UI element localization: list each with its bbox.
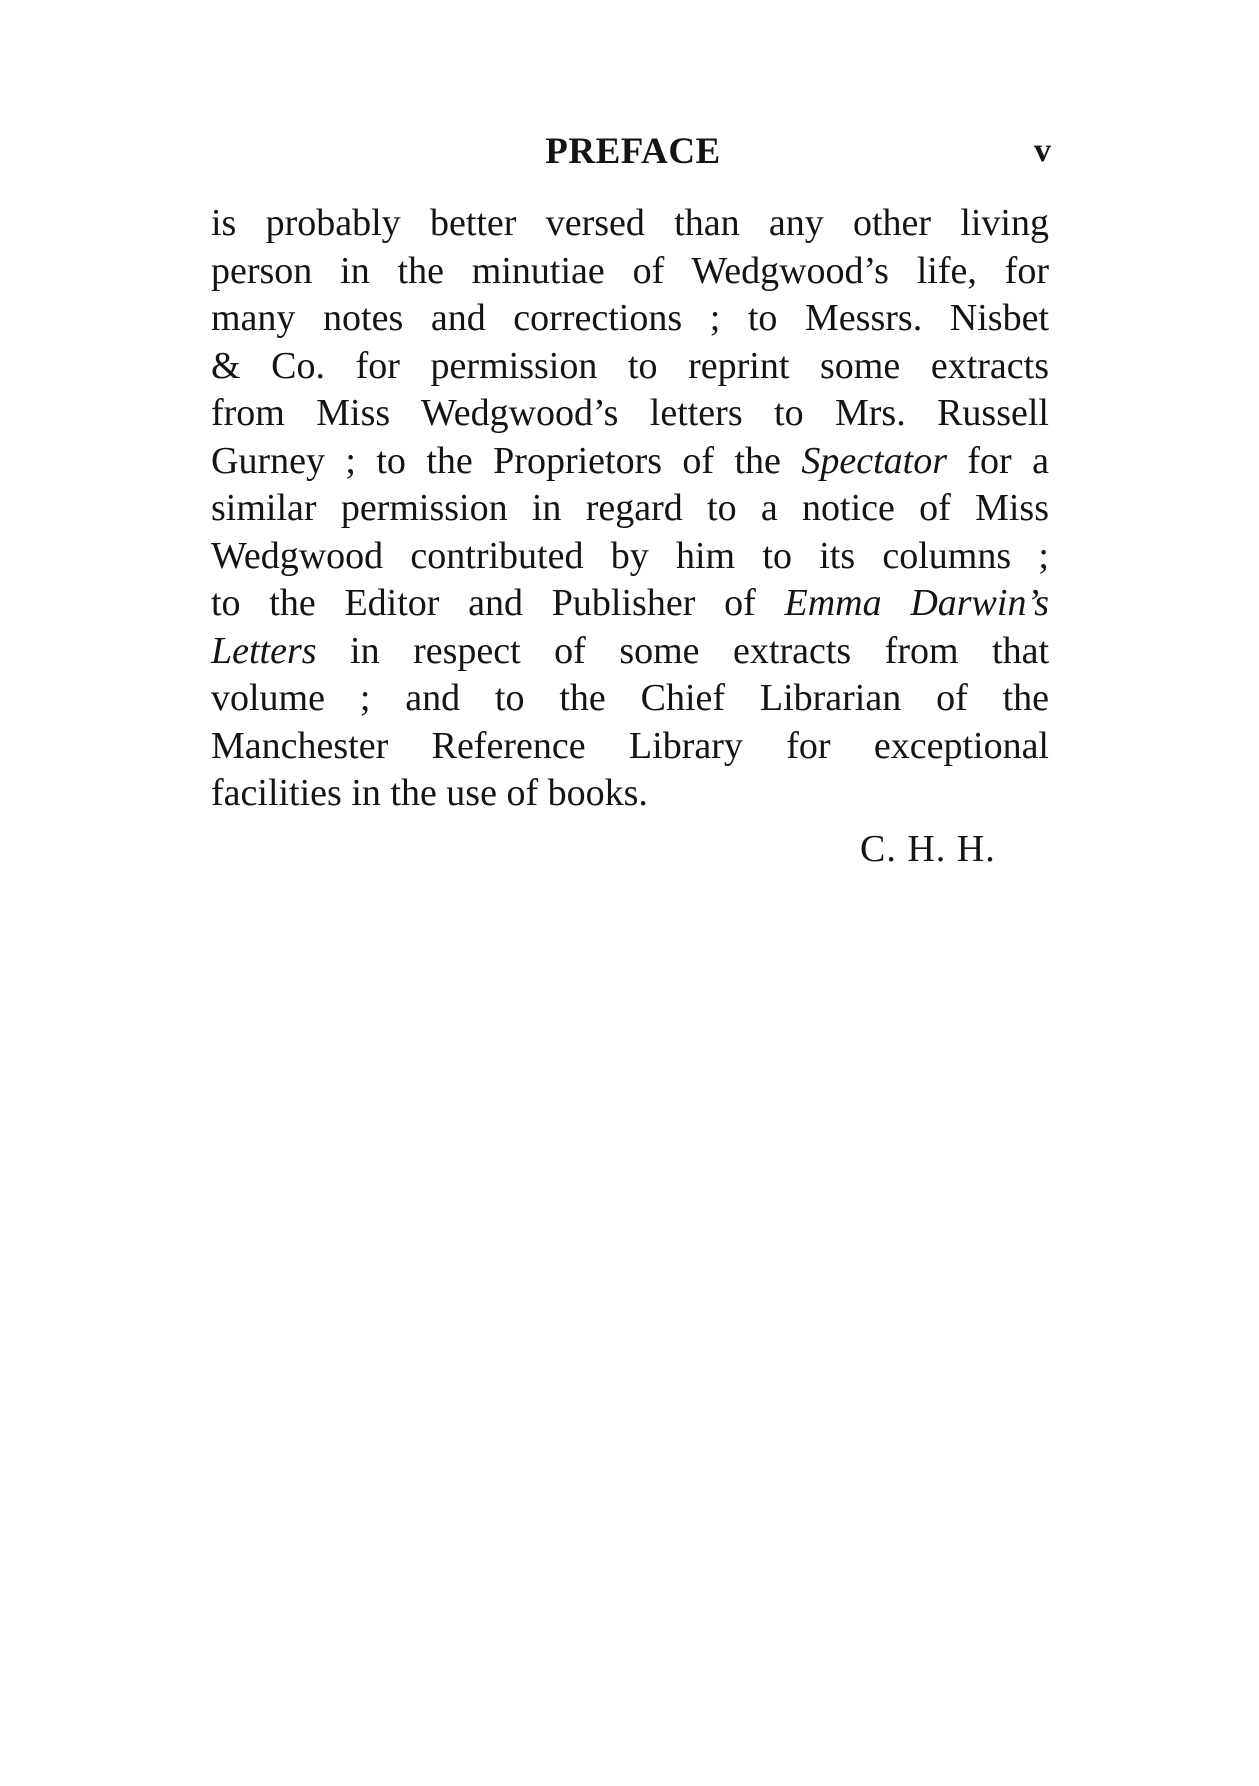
text-line: from Miss Wedgwood’s letters to Mrs. Russell: [211, 392, 1049, 434]
italic-title-letters: Letters: [211, 629, 317, 672]
text-line: Wedgwood contributed by him to its columns ;: [211, 534, 1049, 577]
italic-title-emma-darwins: Emma Darwin’s: [784, 582, 1049, 624]
text-line: [211, 580, 1049, 628]
text-line: similar permission in regard to a notice of Miss: [211, 487, 1049, 529]
preface-paragraph: [211, 200, 1049, 818]
text-run: in respect of some extracts from that: [316, 629, 1049, 672]
running-head: PREFACE: [545, 131, 721, 172]
signature-initials: C. H. H.: [860, 828, 996, 870]
text-line: [211, 438, 1049, 486]
text-line: [211, 628, 1049, 676]
italic-title-spectator: Spectator: [801, 439, 947, 482]
text-line: volume ; and to the Chief Librarian of the: [211, 677, 1049, 719]
page-number: v: [1034, 132, 1051, 169]
text-line: many notes and corrections ; to Messrs. Nisbet: [211, 297, 1049, 339]
text-line: is probably better versed than any other living: [211, 202, 1049, 244]
text-line: facilities in the use of books.: [211, 772, 648, 814]
text-run: for a: [946, 439, 1049, 482]
text-run: Gurney ; to the Proprietors of the: [211, 439, 802, 482]
text-run: to the Editor and Publisher of: [211, 582, 785, 624]
text-line: & Co. for permission to reprint some extracts: [211, 344, 1049, 387]
page-header: [213, 130, 1053, 180]
text-line: person in the minutiae of Wedgwood’s life, for: [211, 249, 1049, 292]
text-line: Manchester Reference Library for exceptional: [211, 724, 1049, 767]
